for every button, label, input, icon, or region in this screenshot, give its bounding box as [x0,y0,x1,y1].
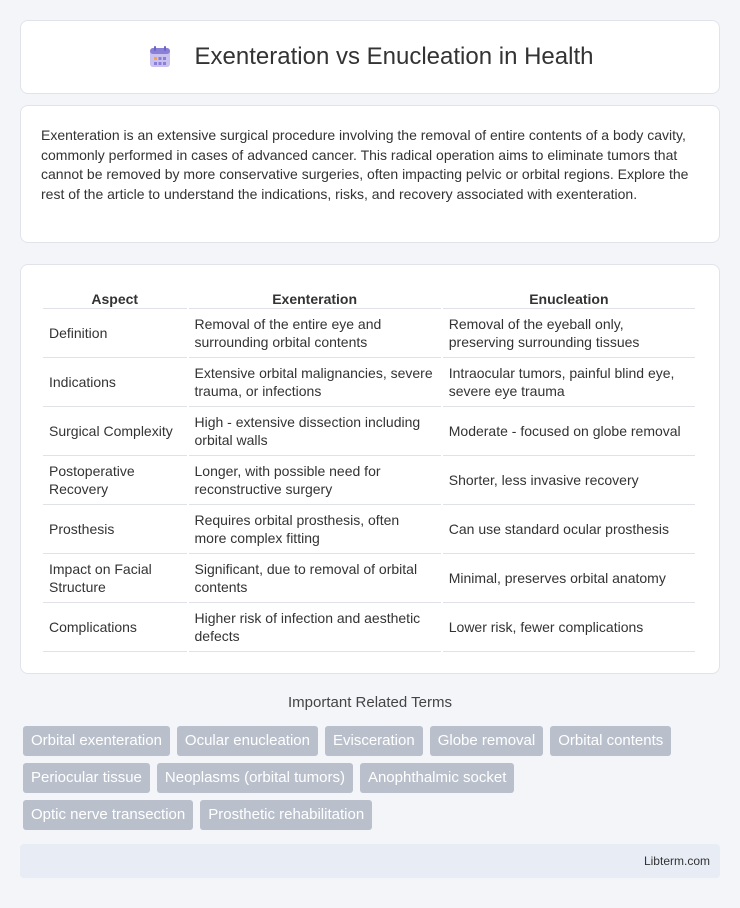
cell-aspect: Impact on Facial Structure [43,554,187,603]
cell-exenteration: Significant, due to removal of orbital contents [189,554,441,603]
related-term-tag[interactable]: Prosthetic rehabilitation [200,800,372,830]
cell-aspect: Prosthesis [43,505,187,554]
title-card [20,20,720,94]
header-enucleation: Enucleation [443,285,695,309]
header-aspect: Aspect [43,285,187,309]
related-term-tag[interactable]: Evisceration [325,726,423,756]
related-terms-heading: Important Related Terms [288,694,452,711]
related-term-tag[interactable]: Optic nerve transection [23,800,193,830]
table-row [43,407,695,456]
table-row [43,603,695,652]
related-term-tag[interactable]: Neoplasms (orbital tumors) [157,763,353,793]
cell-aspect: Complications [43,603,187,652]
cell-enucleation: Intraocular tumors, painful blind eye, severe eye trauma [443,358,695,407]
cell-exenteration: High - extensive dissection including orbital walls [189,407,441,456]
cell-enucleation: Can use standard ocular prosthesis [443,505,695,554]
table-header-row [43,285,695,309]
cell-exenteration: Extensive orbital malignancies, severe trauma, or infections [189,358,441,407]
cell-aspect: Postoperative Recovery [43,456,187,505]
related-term-tag[interactable]: Anophthalmic socket [360,763,514,793]
related-terms-list [23,726,723,837]
cell-aspect: Indications [43,358,187,407]
related-term-tag[interactable]: Orbital exenteration [23,726,170,756]
header-exenteration: Exenteration [189,285,441,309]
tag-row [23,800,723,830]
related-term-tag[interactable]: Periocular tissue [23,763,150,793]
related-term-tag[interactable]: Globe removal [430,726,544,756]
calendar-icon [147,44,173,70]
comparison-table [41,285,697,652]
related-term-tag[interactable]: Ocular enucleation [177,726,318,756]
cell-exenteration: Requires orbital prosthesis, often more complex fitting [189,505,441,554]
cell-aspect: Definition [43,309,187,358]
cell-enucleation: Shorter, less invasive recovery [443,456,695,505]
table-row [43,554,695,603]
tag-row [23,726,723,756]
table-row [43,358,695,407]
tag-row [23,763,723,793]
cell-exenteration: Removal of the entire eye and surrounding orbital contents [189,309,441,358]
table-row [43,309,695,358]
footer [20,844,720,878]
cell-exenteration: Higher risk of infection and aesthetic defects [189,603,441,652]
table-row [43,456,695,505]
related-term-tag[interactable]: Orbital contents [550,726,671,756]
page-title: Exenteration vs Enucleation in Health [194,43,594,70]
cell-aspect: Surgical Complexity [43,407,187,456]
cell-enucleation: Lower risk, fewer complications [443,603,695,652]
cell-exenteration: Longer, with possible need for reconstructive surgery [189,456,441,505]
table-row [43,505,695,554]
intro-paragraph: Exenteration is an extensive surgical procedure involving the removal of entire contents of a body cavity, commonly performed in cases of advanced cancer. This radical operation aims to eliminate tumors that cannot be removed by more conservative surgeries, often impacting pelvic or orbital regions. Explore the rest of the article to understand the indications, risks, and recovery associated with exenteration. [41,127,689,202]
cell-enucleation: Moderate - focused on globe removal [443,407,695,456]
cell-enucleation: Removal of the eyeball only, preserving surrounding tissues [443,309,695,358]
comparison-table-card [20,264,720,674]
footer-site-link[interactable]: Libterm.com [643,854,710,868]
cell-enucleation: Minimal, preserves orbital anatomy [443,554,695,603]
intro-card [20,105,720,243]
